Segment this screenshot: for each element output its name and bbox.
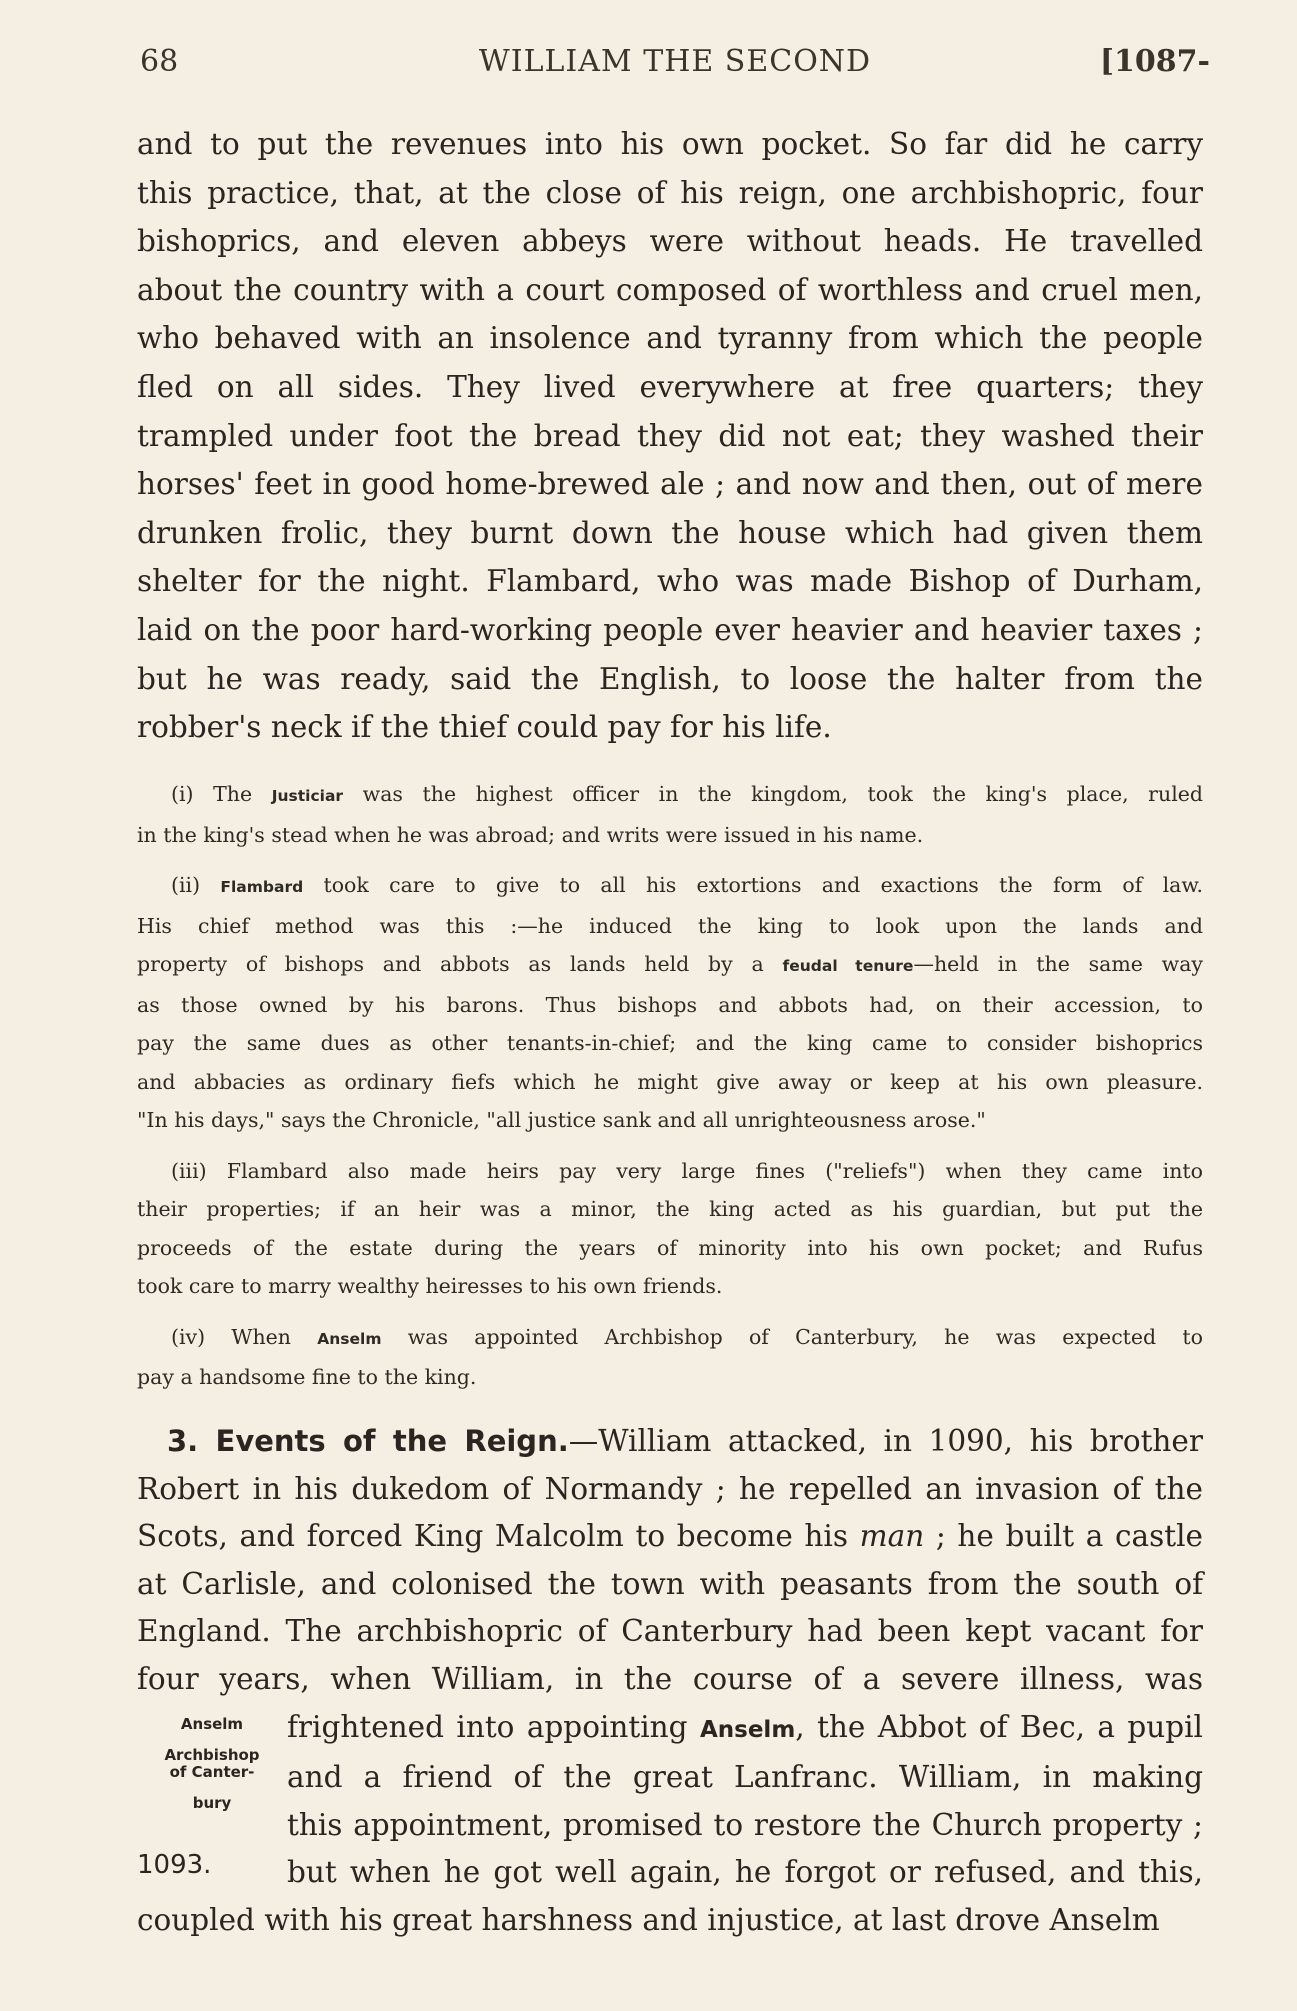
note-iv: (iv) When Anselm was appointed Archbishop of Canterbury, he was expected to pay a handsome fine to the king.: [137, 1324, 1203, 1389]
main-paragraph: [137, 120, 1203, 752]
running-header: [140, 44, 1210, 84]
text-line: and to put the revenues into his own pocket. So far did he carry: [137, 127, 1203, 161]
term-feudal-tenure: feudal tenure: [782, 957, 914, 975]
text-line: laid on the poor hard-working people ever heavier and heavier taxes ;: [137, 612, 1203, 647]
footnotes: [137, 775, 1203, 1409]
term-flambard: Flambard: [220, 878, 304, 896]
term-justiciar: Justiciar: [271, 787, 344, 805]
text-line: shelter for the night. Flambard, who was made Bishop of Durham,: [137, 564, 1203, 599]
section-events-of-the-reign: 3. Events of the Reign.—William attacked, in 1090, his brother Robert in his dukedom of Normandy ; he repelled an invasion of the Scots, and forced King Malcolm to become his man ; he built a castle at Carlisle, and colonised the town with peasants from the south of England. The archbishopric of Canterbury had been kept vacant for four years, when William, in the course of a severe illness, was frightened into appointing Anselm, the Abbot of Bec, a pupil and a friend of the great Lanfranc. William, in making this appointment, promised to restore the Church property ; but when he got well again, he forgot or refused, and this, coupled with his great harshness and injustice, at last drove Anselm: [137, 1424, 1203, 1937]
note-ii: (ii) Flambard took care to give to all his extortions and exactions the form of law. His chief method was this :—he induced the king to look upon the lands and property of bishops and abbots as lands held by a feudal tenure—held in the same way as those owned by his barons. Thus bishops and abbots had, on their accession, to pay the same dues as other tenants-in-chief; and the king came to consider bishoprics and abbacies as ordinary fiefs which he might give away or keep at his own pleasure. "In his days," says the Chronicle, "all justice sank and all unrighteousness arose.": [137, 873, 1204, 1132]
text-line: this practice, that, at the close of his reign, one archbishopric, four: [137, 175, 1203, 210]
text-line: fled on all sides. They lived everywhere at free quarters; they: [137, 369, 1203, 404]
text-line: who behaved with an insolence and tyranny from which the people: [137, 321, 1203, 356]
section-heading: 3. Events of the Reign.: [167, 1424, 569, 1458]
marginal-year: 1093.: [137, 1850, 212, 1880]
page-number: 68: [140, 44, 179, 79]
text-line: but he was ready, said the English, to loose the halter from the: [137, 661, 1203, 696]
text-line: about the country with a court composed of worthless and cruel men,: [137, 272, 1203, 307]
header-year: [1087-: [1099, 44, 1210, 79]
text-line: drunken frolic, they burnt down the house which had given them: [137, 515, 1203, 550]
running-title: WILLIAM THE SECOND: [478, 44, 872, 79]
text-line: robber's neck if the thief could pay for his life.: [137, 710, 832, 745]
term-anselm: Anselm: [317, 1329, 382, 1348]
text-line: horses' feet in good home-brewed ale ; and now and then, out of mere: [137, 467, 1203, 502]
note-i: (i) The Justiciar was the highest officer in the kingdom, took the king's place, ruled in the king's stead when he was abroad; and writs were issued in his name.: [137, 782, 1204, 847]
text-line: bishoprics, and eleven abbeys were without heads. He travelled: [137, 224, 1203, 259]
text-line: trampled under foot the bread they did not eat; they washed their: [137, 418, 1203, 453]
note-iii: (iii) Flambard also made heirs pay very large fines ("reliefs") when they came into their properties; if an heir was a minor, the king acted as his guardian, but put the proceeds of the estate during the years of minority into his own pocket; and Rufus took care to marry wealthy heiresses to his own friends.: [137, 1158, 1203, 1298]
marginal-note: Anselm Archbishop of Canter- bury: [164, 1715, 260, 1812]
name-anselm: Anselm: [699, 1716, 796, 1743]
